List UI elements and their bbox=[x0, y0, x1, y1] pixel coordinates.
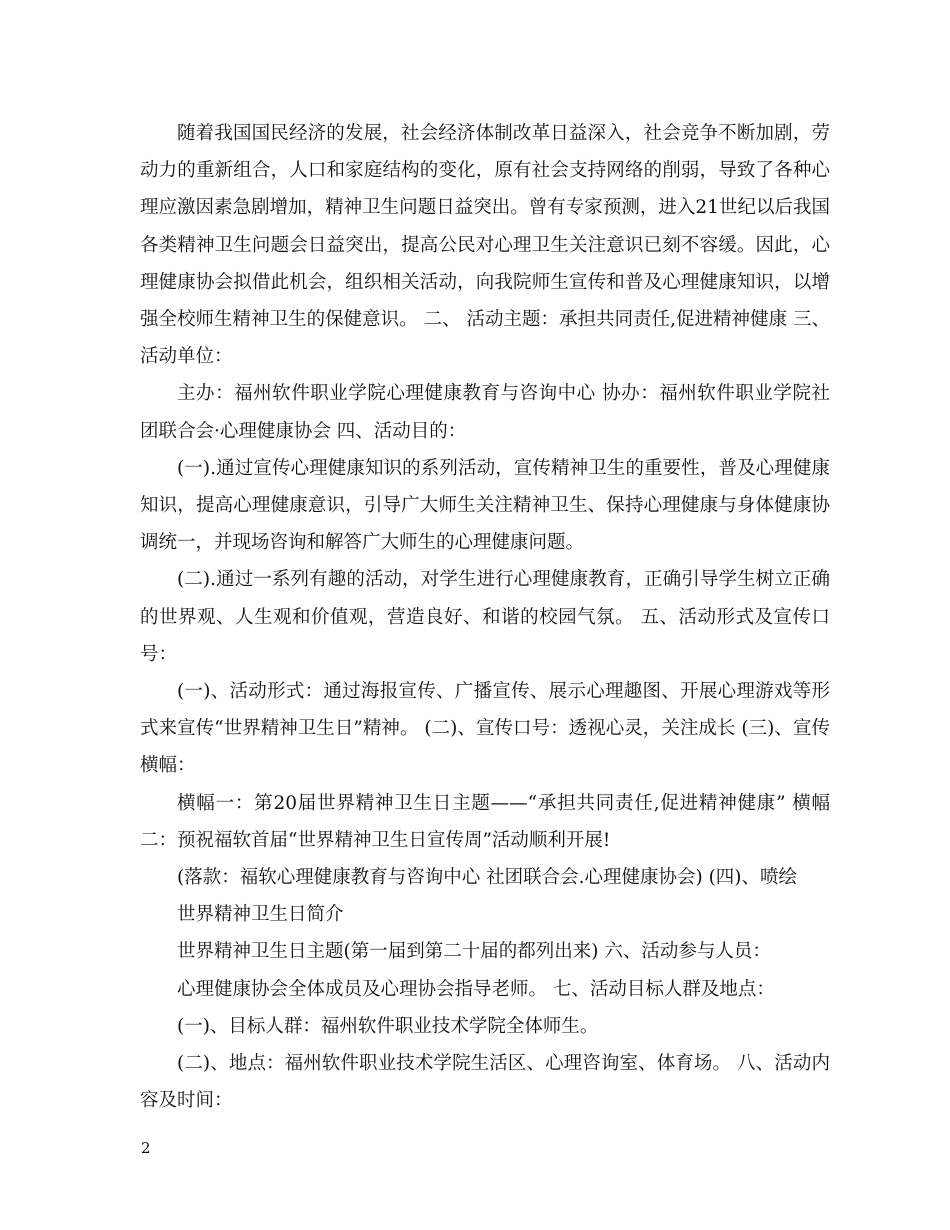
paragraph-banners: 横幅一：第20届世界精神卫生日主题——“承担共同责任,促进精神健康” 横幅二：预祝福软首届“世界精神卫生日宣传周”活动顺利开展! bbox=[140, 792, 830, 851]
paragraph-organizers: 主办：福州软件职业学院心理健康教育与咨询中心 协办：福州软件职业学院社团联合会·心理健康协会 四、活动目的： bbox=[140, 383, 830, 442]
document-body bbox=[140, 115, 830, 1119]
paragraph-intro-title: 世界精神卫生日简介 bbox=[177, 904, 344, 926]
paragraph-signature: (落款：福软心理健康教育与咨询中心 社团联合会.心理健康协会) (四)、喷绘 bbox=[177, 867, 798, 889]
paragraph-themes: 世界精神卫生日主题(第一届到第二十届的都列出来) 六、活动参与人员： bbox=[177, 941, 771, 963]
paragraph-participants: 心理健康协会全体成员及心理协会指导老师。 七、活动目标人群及地点： bbox=[177, 978, 775, 1000]
paragraph-purpose-1: (一).通过宣传心理健康知识的系列活动，宣传精神卫生的重要性，普及心理健康知识，提高心理健康意识，引导广大师生关注精神卫生、保持心理健康与身体健康协调统一，并现场咨询和解答广大师生的心理健康问题。 bbox=[140, 457, 830, 554]
paragraph-purpose-2: (二).通过一系列有趣的活动，对学生进行心理健康教育，正确引导学生树立正确的世界观、人生观和价值观，营造良好、和谐的校园气氛。 五、活动形式及宣传口号： bbox=[140, 569, 830, 665]
page-number: 2 bbox=[141, 1139, 151, 1157]
paragraph-background: 随着我国国民经济的发展，社会经济体制改革日益深入，社会竞争不断加剧，劳动力的重新组合，人口和家庭结构的变化，原有社会支持网络的削弱，导致了各种心理应激因素急剧增加，精神卫生问题日益突出。曾有专家预测，进入21世纪以后我国各类精神卫生问题会日益突出，提高公民对心理卫生关注意识已刻不容缓。因此，心理健康协会拟借此机会，组织相关活动，向我院师生宣传和普及心理健康知识，以增强全校师生精神卫生的保健意识。 二、 活动主题：承担共同责任,促进精神健康 三、活动单位： bbox=[140, 123, 830, 368]
paragraph-target-group: (一)、目标人群：福州软件职业技术学院全体师生。 bbox=[177, 1015, 599, 1037]
paragraph-activity-form: (一)、活动形式：通过海报宣传、广播宣传、展示心理趣图、开展心理游戏等形式来宣传“世界精神卫生日”精神。 (二)、宣传口号：透视心灵，关注成长 (三)、宣传横幅： bbox=[140, 681, 830, 777]
paragraph-location: (二)、地点：福州软件职业技术学院生活区、心理咨询室、体育场。 八、活动内容及时间： bbox=[140, 1053, 830, 1112]
